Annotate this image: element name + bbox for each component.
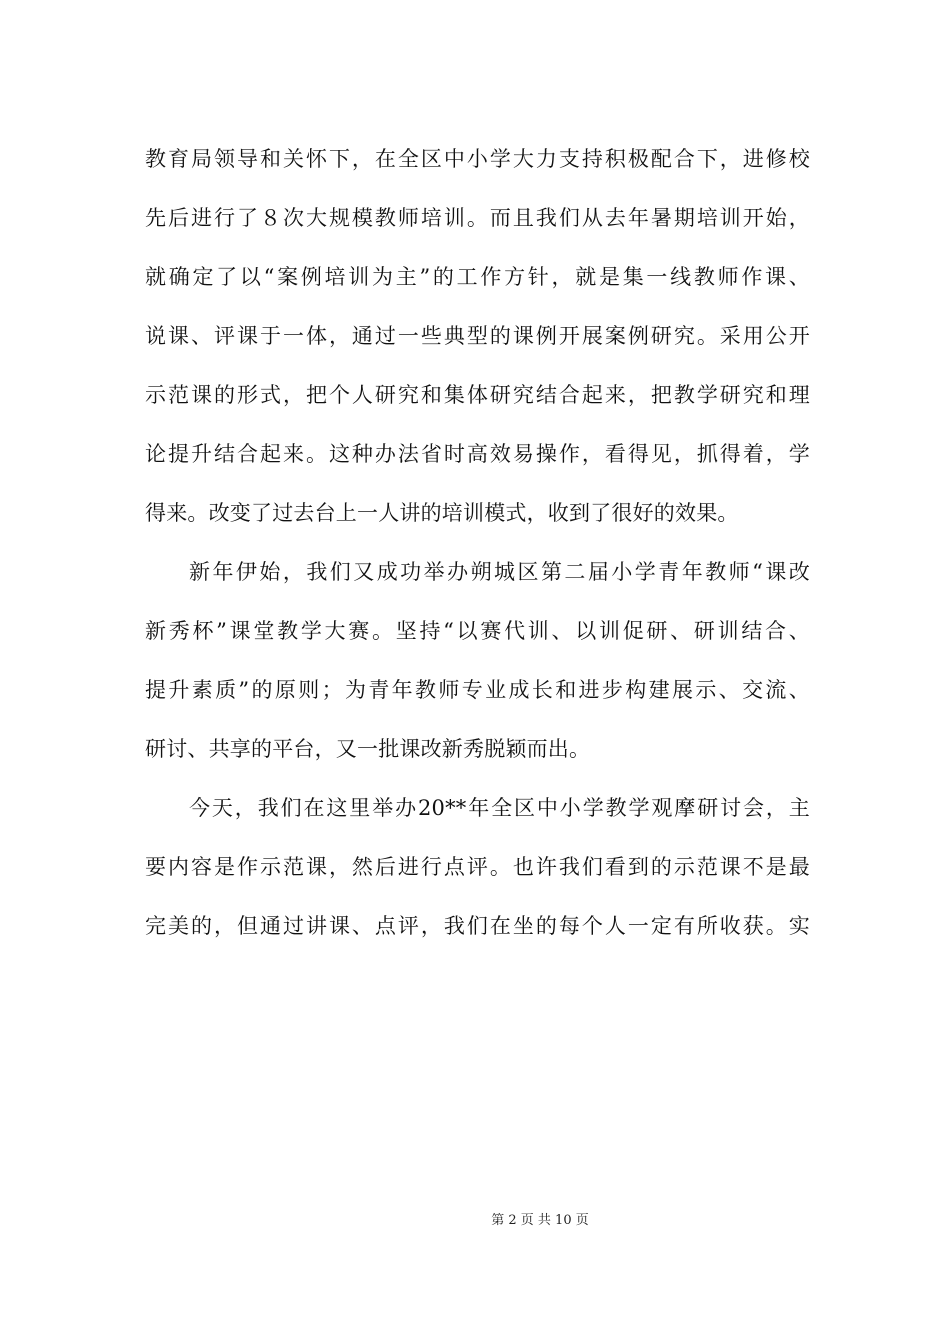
text-line: 说课、评课于一体，通过一些典型的课例开展案例研究。采用公开 bbox=[145, 324, 810, 348]
text-line: 教育局领导和关怀下，在全区中小学大力支持积极配合下，进修校 bbox=[145, 147, 810, 171]
text-line: 完美的，但通过讲课、点评，我们在坐的每个人一定有所收获。实 bbox=[145, 914, 810, 938]
text-line: 今天，我们在这里举办20**年全区中小学教学观摩研讨会，主 bbox=[189, 796, 810, 820]
body-text bbox=[145, 130, 810, 956]
text-line: 提升素质”的原则；为青年教师专业成长和进步构建展示、交流、 bbox=[145, 678, 810, 702]
text-line: 示范课的形式，把个人研究和集体研究结合起来，把教学研究和理 bbox=[145, 383, 810, 407]
text-line: 要内容是作示范课，然后进行点评。也许我们看到的示范课不是最 bbox=[145, 855, 810, 879]
text-line: 论提升结合起来。这种办法省时高效易操作，看得见，抓得着，学 bbox=[145, 442, 810, 466]
text-line: 新秀杯”课堂教学大赛。坚持“以赛代训、以训促研、研训结合、 bbox=[145, 619, 810, 643]
text-line: 新年伊始，我们又成功举办朔城区第二届小学青年教师“课改 bbox=[189, 560, 810, 584]
text-line: 先后进行了８次大规模教师培训。而且我们从去年暑期培训开始， bbox=[145, 206, 810, 230]
text-line: 研讨、共享的平台，又一批课改新秀脱颖而出。 bbox=[145, 737, 591, 761]
text-line: 得来。改变了过去台上一人讲的培训模式，收到了很好的效果。 bbox=[145, 501, 739, 525]
text-line: 就确定了以“案例培训为主”的工作方针，就是集一线教师作课、 bbox=[145, 265, 810, 289]
page-number-footer: 第 2 页 共 10 页 bbox=[491, 1213, 589, 1228]
